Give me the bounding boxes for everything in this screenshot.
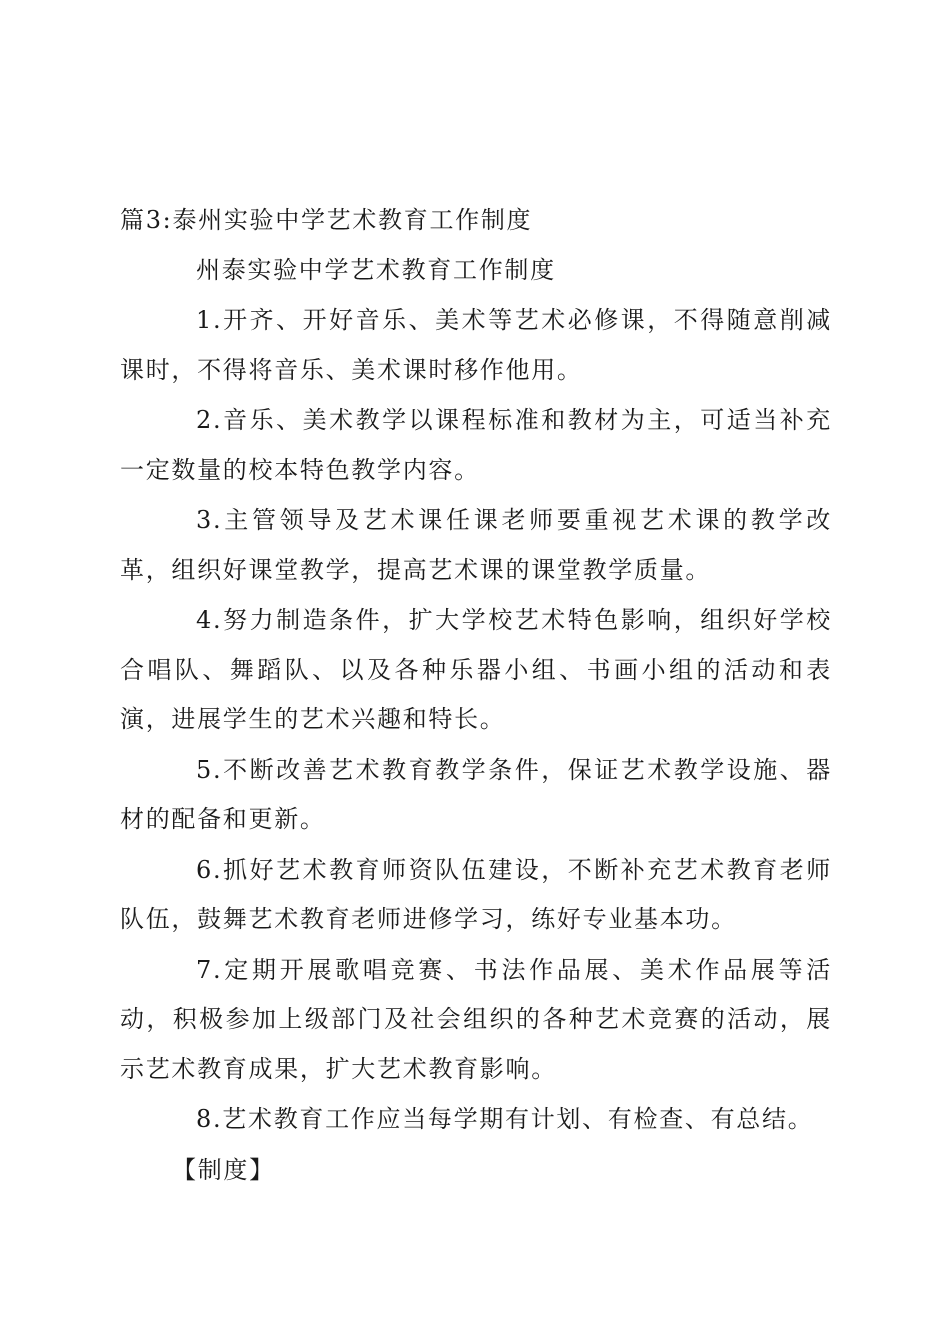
rule-item-4: 4.努力制造条件，扩大学校艺术特色影响，组织好学校合唱队、舞蹈队、以及各种乐器小组、书画小组的活动和表演，进展学生的艺术兴趣和特长。	[120, 606, 832, 733]
document-body	[120, 196, 832, 1195]
section-heading: 篇3:泰州实验中学艺术教育工作制度	[120, 206, 533, 234]
rule-item-3: 3.主管领导及艺术课任课老师要重视艺术课的教学改革，组织好课堂教学，提高艺术课的课堂教学质量。	[120, 506, 832, 584]
document-subtitle: 州泰实验中学艺术教育工作制度	[196, 255, 556, 284]
rule-item-1: 1.开齐、开好音乐、美术等艺术必修课，不得随意削减课时，不得将音乐、美术课时移作他用。	[120, 306, 832, 384]
rule-item-7: 7.定期开展歌唱竞赛、书法作品展、美术作品展等活动，积极参加上级部门及社会组织的各种艺术竞赛的活动，展示艺术教育成果，扩大艺术教育影响。	[120, 955, 832, 1083]
rule-item-8: 8.艺术教育工作应当每学期有计划、有检查、有总结。	[196, 1105, 814, 1133]
rule-item-2: 2.音乐、美术教学以课程标准和教材为主，可适当补充一定数量的校本特色教学内容。	[120, 406, 832, 484]
category-tag: 【制度】	[172, 1155, 275, 1184]
rule-item-5: 5.不断改善艺术教育教学条件，保证艺术教学设施、器材的配备和更新。	[120, 755, 832, 833]
rule-item-6: 6.抓好艺术教育师资队伍建设，不断补充艺术教育老师队伍，鼓舞艺术教育老师进修学习，练好专业基本功。	[120, 855, 832, 933]
